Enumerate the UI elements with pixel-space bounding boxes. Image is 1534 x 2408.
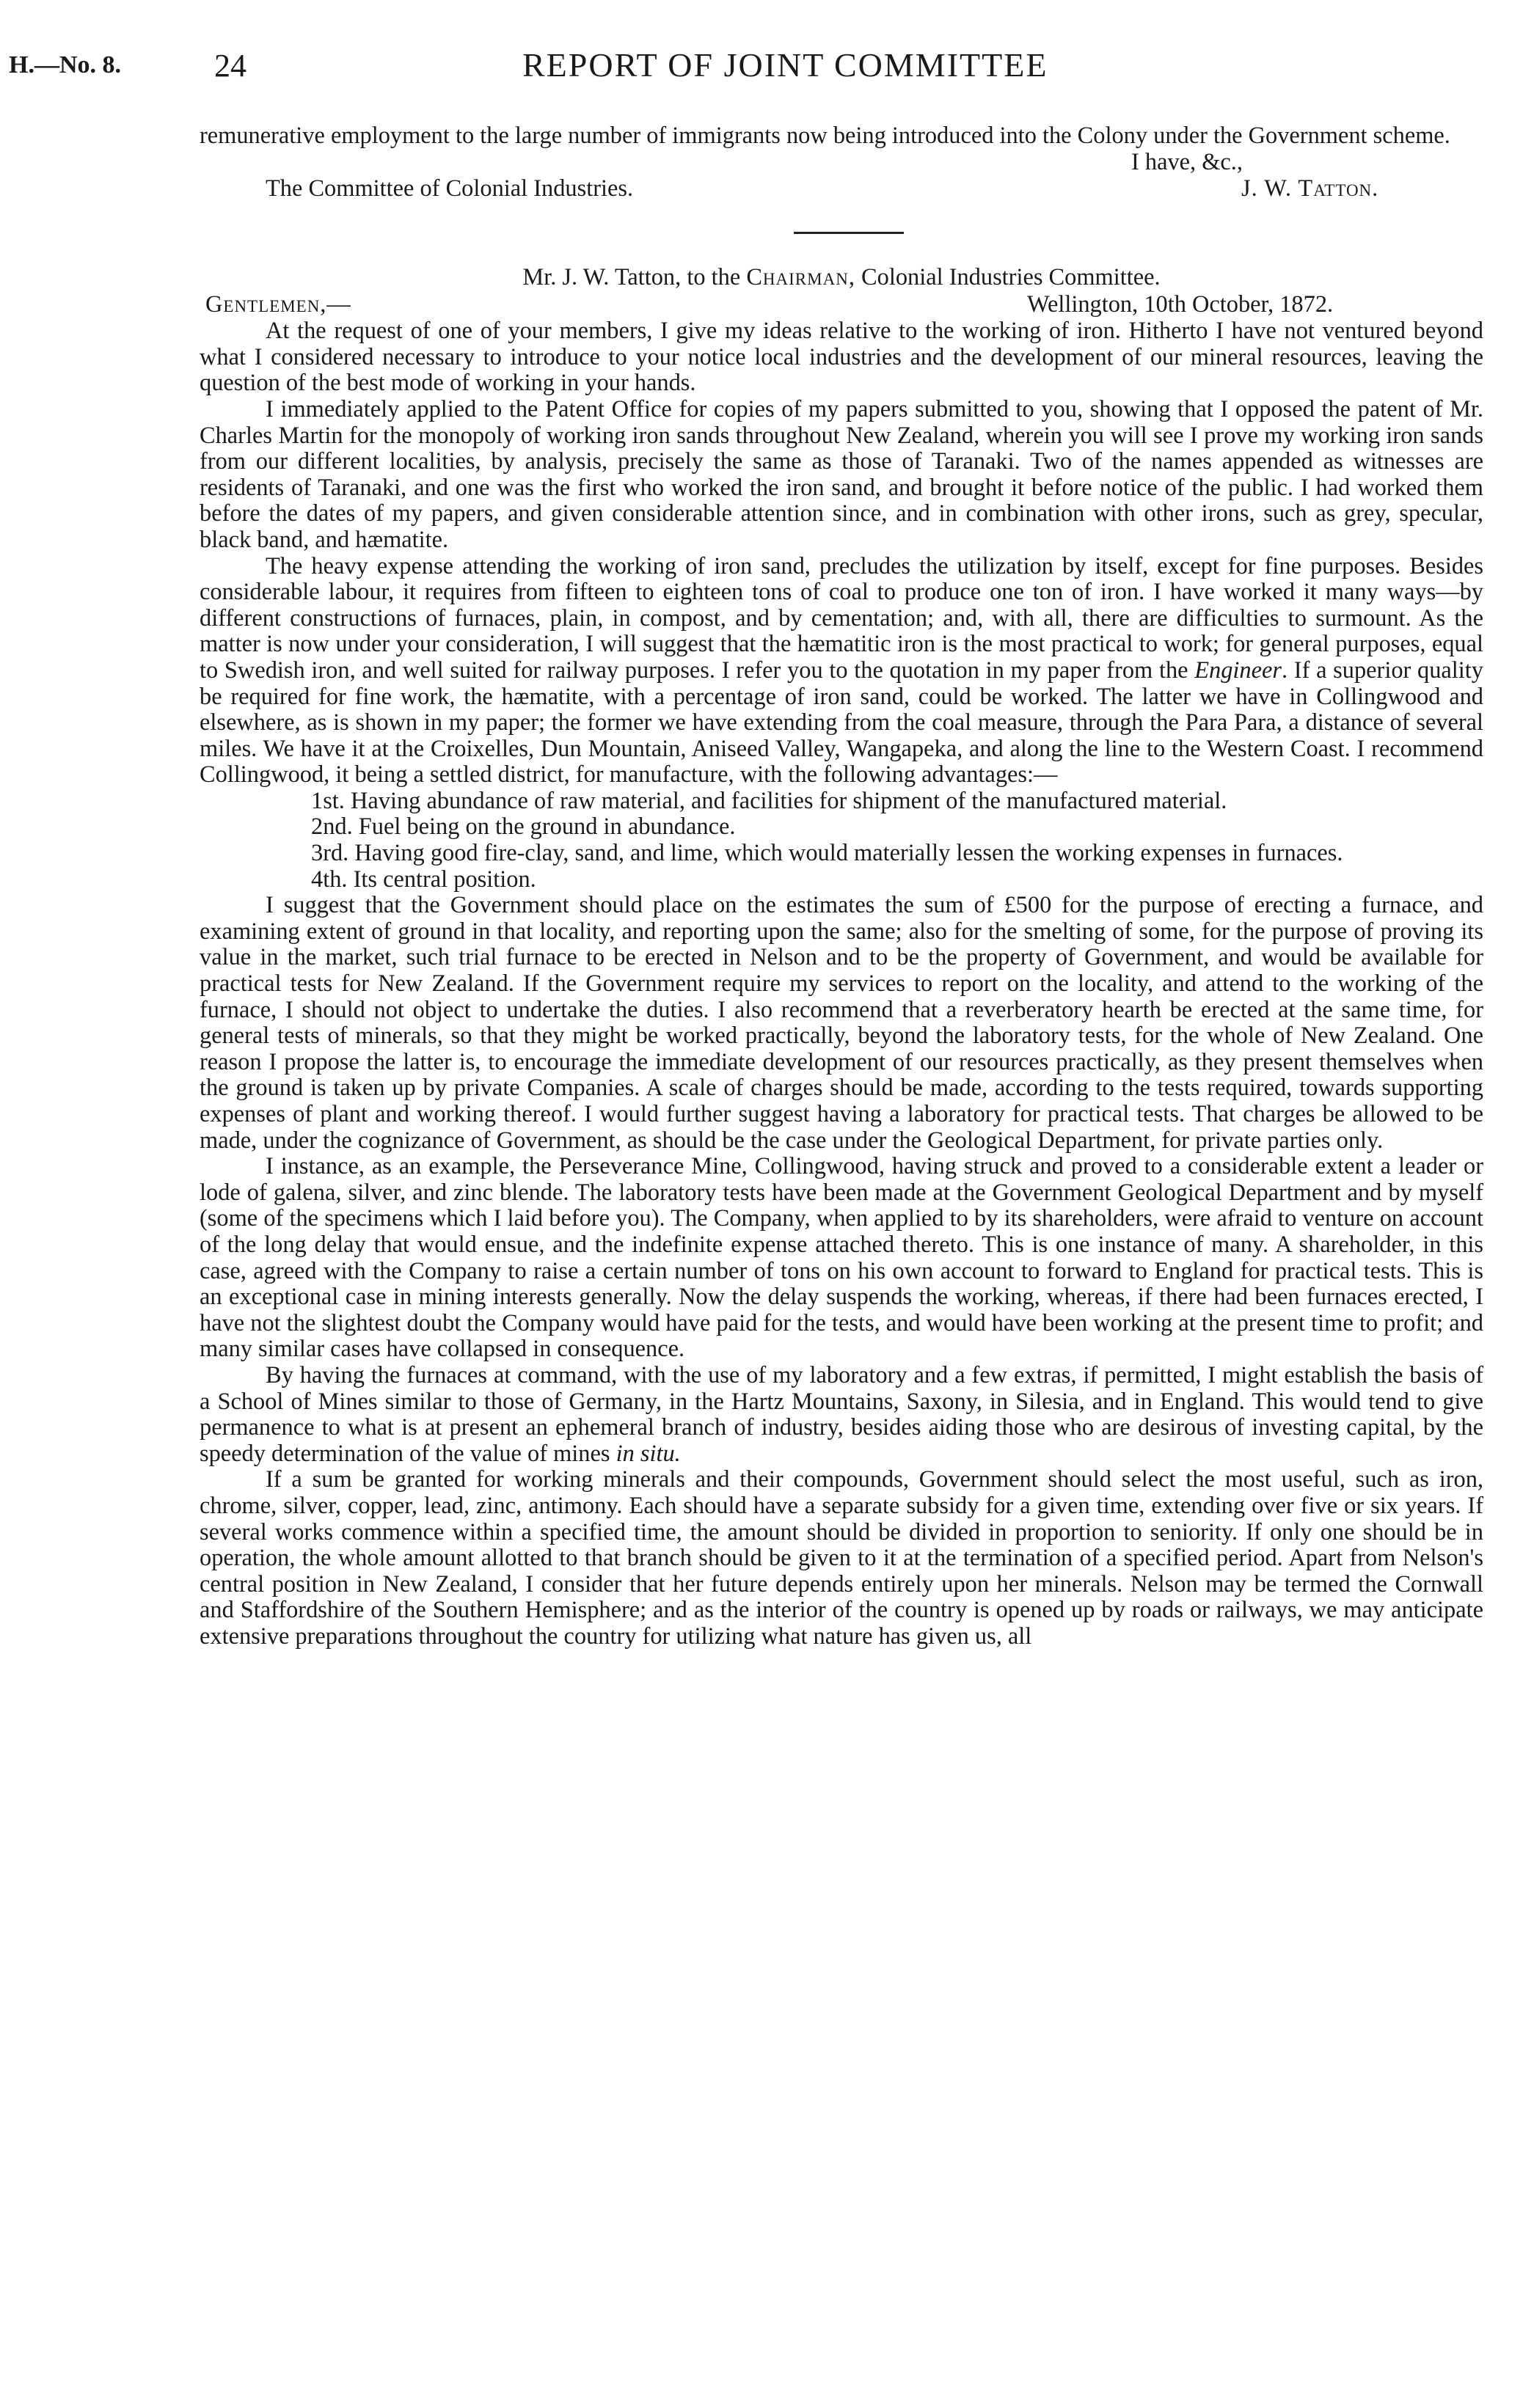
place-date: Wellington, 10th October, 1872. <box>1027 291 1334 318</box>
paragraph-2: I immediately applied to the Patent Office for copies of my papers submitted to you, showing that I opposed the patent of Mr. Charles Martin for the monopoly of working iron sands throughout New Zealand, wherein you will see I prove my working iron sands from our different localities, by analysis, precisely the same as those of Taranaki. Two of the names appended as witnesses are residents of Taranaki, and one was the first who worked the iron sand, and brought it before notice of the public. I had worked them before the dates of my papers, and given considerable attention since, and in combination with other irons, such as grey, specular, black band, and hæmatite. <box>200 395 1483 553</box>
running-title: REPORT OF JOINT COMMITTEE <box>522 46 1048 84</box>
signature: J. W. Tatton. <box>1241 175 1379 202</box>
salutation: Gentlemen,— <box>205 291 351 318</box>
advantage-item: 3rd. Having good fire-clay, sand, and lime, which would materially lessen the working expenses in furnaces. <box>311 840 1343 867</box>
journal-title: Engineer <box>1194 656 1282 684</box>
paragraph-6-text: By having the furnaces at command, with the use of my laboratory and a few extras, if permitted, I might establish the basis of a School of Mines similar to those of Germany, in the Hartz Mountains, Saxony, in Silesia, and in England. This would tend to give permanence to what is at present an ephemeral branch of industry, besides aiding those who are desirous of investing capital, by the speedy determination of the value of mines <box>200 1361 1483 1467</box>
advantage-item: 1st. Having abundance of raw material, and facilities for shipment of the manufactured material. <box>311 787 1227 814</box>
heading-rest: Colonial Industries Committee. <box>861 263 1161 290</box>
paragraph-7: If a sum be granted for working minerals and their compounds, Government should select the most useful, such as iron, chrome, silver, copper, lead, zinc, antimony. Each should have a separate subsidy for a given time, extending over five or six years. If several works commence within a specified time, the amount should be divided in proportion to seniority. If only one should be in operation, the whole amount allotted to that branch should be given to it at the termination of a specified period. Apart from Nelson's central position in New Zealand, I consider that her future depends entirely upon her minerals. Nelson may be termed the Cornwall and Staffordshire of the Southern Hemisphere; and as the interior of the country is opened up by roads or railways, we may anticipate extensive preparations throughout the country for utilizing what nature has given us, all <box>200 1466 1483 1650</box>
salutation-row <box>200 292 1483 318</box>
heading-mid: to the <box>687 263 741 290</box>
document-reference: H.—No. 8. <box>9 51 121 78</box>
page-body <box>200 123 1483 1650</box>
page-header <box>0 45 1534 89</box>
section-divider <box>794 232 904 234</box>
paragraph-5: I instance, as an example, the Perseverance Mine, Collingwood, having struck and proved to a considerable extent a leader or lode of galena, silver, and zinc blende. The laboratory tests have been made at the Government Geological Department and by myself (some of the specimens which I laid before you). The Company, when applied to by its shareholders, were afraid to venture on account of the long delay that would ensue, and the indefinite expense attached thereto. This is one instance of many. A shareholder, in this case, agreed with the Company to raise a certain number of tons on his own account to forward to England for practical tests. This is an exceptional case in mining interests generally. Now the delay suspends the working, whereas, if there had been furnaces erected, I have not the slightest doubt the Company would have paid for the tests, and would have been working at the present time to profit; and many similar cases have collapsed in consequence. <box>200 1153 1483 1363</box>
advantage-item: 4th. Its central position. <box>311 866 536 893</box>
paragraph-1: At the request of one of your members, I give my ideas relative to the working of iron. Hitherto I have not ventured beyond what I considered necessary to introduce to your notice local industries and the development of our mineral resources, leaving the question of the best mode of working in your hands. <box>200 318 1483 397</box>
paragraph-3-part-a: The heavy expense attending the working of iron sand, precludes the utilization by itself, except for fine purposes. Besides considerable labour, it requires from fifteen to eighteen tons of coal to produce one ton of iron. I have worked it many ways—by different constructions of furnaces, plain, in compost, and by cementation; and, with all, there are difficulties to surmount. As the matter is now under your consideration, I will suggest that the hæmatitic iron is the most practical to work; for general purposes, equal to Swedish iron, and well suited for railway purposes. I refer you to the quotation in my paper from the <box>200 552 1483 684</box>
heading-to: Chairman, <box>746 263 855 290</box>
advantage-item: 2nd. Fuel being on the ground in abundance. <box>311 813 736 841</box>
latin-phrase: in situ. <box>616 1440 681 1467</box>
addressee-line: The Committee of Colonial Industries. <box>266 175 634 202</box>
letter-heading <box>200 265 1483 291</box>
paragraph-4: I suggest that the Government should place on the estimates the sum of £500 for the purpose of erecting a furnace, and examining extent of ground in that locality, and reporting upon the same; also for the smelting of some, for the purpose of proving its value in the market, such trial furnace to be erected in Nelson and to be the property of Government, and would be available for practical tests for New Zealand. If the Government require my services to report on the locality, and attend to the working of the furnace, I should not object to undertake the duties. I also recommend that a reverberatory hearth be erected at the same time, for general tests of minerals, so that they might be worked practically, beyond the laboratory tests, for the whole of New Zealand. One reason I propose the latter is, to encourage the immediate development of our resources practically, as they present themselves when the ground is taken up by private Companies. A scale of charges should be made, according to the tests required, towards supporting expenses of plant and working thereof. I would further suggest having a laboratory for practical tests. That charges be allowed to be made, under the cognizance of Government, as should be the case under the Geological Department, for private parties only. <box>200 892 1483 1154</box>
page-number: 24 <box>214 48 246 84</box>
paragraph-3-part-b: . If a superior quality be required for fine work, the hæmatite, with a percentage of iron sand, could be worked. The latter we have in Collingwood and elsewhere, as is shown in my paper; the former we have extending from the coal measure, through the Para Para, a distance of several miles. We have it at the Croixelles, Dun Mountain, Aniseed Valley, Wangapeka, and along the line to the Western Coast. I recommend Collingwood, it being a settled district, for manufacture, with the following advantages:— <box>200 656 1483 788</box>
closing-line: I have, &c., <box>1131 148 1243 175</box>
paragraph-6 <box>200 1363 1483 1467</box>
heading-from: Mr. J. W. Tatton, <box>522 263 682 290</box>
continued-paragraph: remunerative employment to the large number of immigrants now being introduced into the Colony under the Government scheme. <box>200 122 1450 149</box>
paragraph-3 <box>200 554 1483 788</box>
previous-letter-signoff <box>200 150 1483 202</box>
